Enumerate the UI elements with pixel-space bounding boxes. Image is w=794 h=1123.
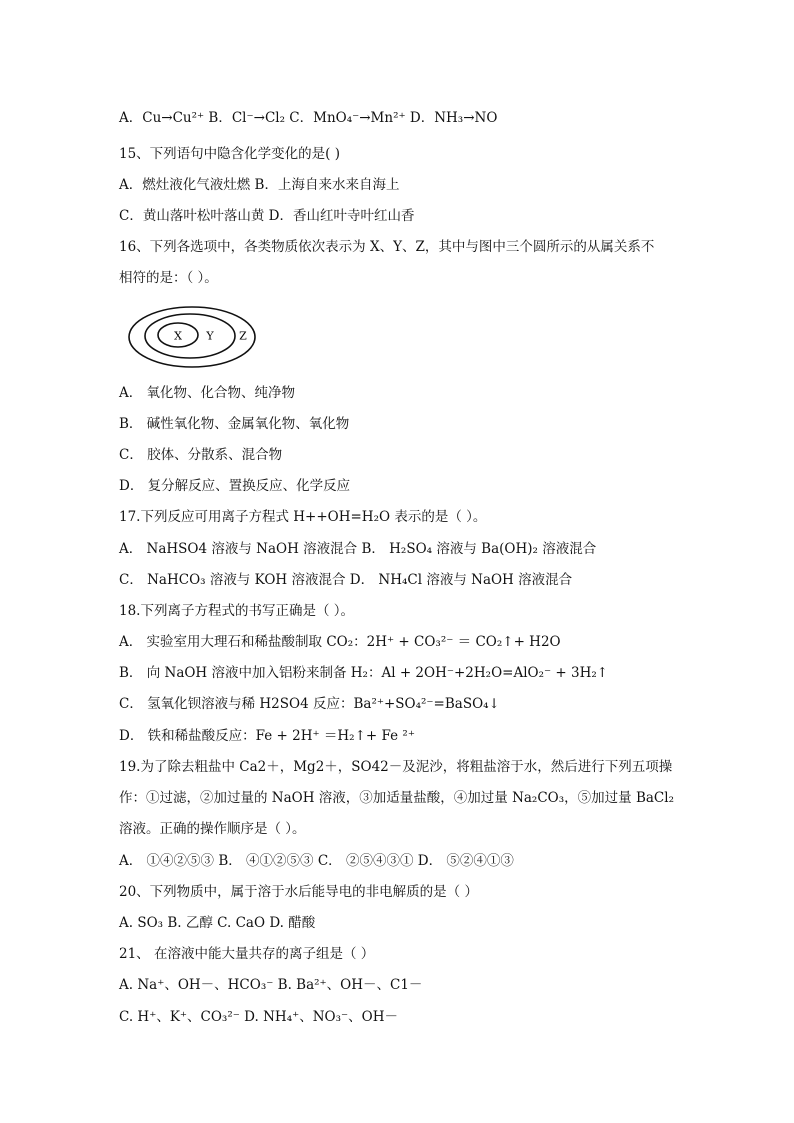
q15-options-ab: A．燃灶液化气液灶燃 B．上海自来水来自海上 (119, 177, 400, 193)
q20-stem: 20、下列物质中，属于溶于水后能导电的非电解质的是（ ） (119, 884, 478, 900)
q14-options: A．Cu→Cu²⁺ B．Cl⁻→Cl₂ C．MnO₄⁻→Mn²⁺ D．NH₃→NO (119, 110, 498, 126)
q16-option-c: C． 胶体、分散系、混合物 (119, 447, 283, 463)
q19-stem-line1: 19.为了除去粗盐中 Ca2＋，Mg2＋，SO42－及泥沙，将粗盐溶于水，然后进行下列五项操 (119, 759, 673, 775)
label-y: Y (206, 329, 214, 343)
label-z: Z (239, 329, 247, 343)
q21-options-cd: C. H⁺、K⁺、CO₃²⁻ D. NH₄⁺、NO₃⁻、OH－ (119, 1009, 398, 1025)
q16-option-b: B． 碱性氧化物、金属氧化物、氧化物 (119, 416, 350, 432)
q21-stem: 21、 在溶液中能大量共存的离子组是（ ） (119, 946, 375, 962)
nested-circles-diagram (126, 303, 266, 373)
q18-option-b: B． 向 NaOH 溶液中加入铝粉来制备 H₂：Al + 2OH⁻+2H₂O=AlO₂⁻ + 3H₂↑ (119, 665, 609, 681)
q19-stem-line3: 溶液。正确的操作顺序是（ ）。 (119, 821, 306, 837)
label-x: X (174, 329, 182, 343)
q15-options-cd: C．黄山落叶松叶落山黄 D．香山红叶寺叶红山香 (119, 208, 415, 224)
q16-option-d: D． 复分解反应、置换反应、化学反应 (119, 478, 351, 494)
q18-option-c: C． 氢氧化钡溶液与稀 H2SO4 反应：Ba²⁺+SO₄²⁻=BaSO₄↓ (119, 696, 500, 712)
q17-options-cd: C． NaHCO₃ 溶液与 KOH 溶液混合 D． NH₄Cl 溶液与 NaOH 溶液混合 (119, 572, 573, 588)
q18-option-d: D． 铁和稀盐酸反应：Fe + 2H⁺ ＝H₂↑+ Fe ²⁺ (119, 728, 415, 744)
q16-option-a: A． 氧化物、化合物、纯净物 (119, 385, 296, 401)
q15-stem: 15、下列语句中隐含化学变化的是( ) (119, 146, 341, 162)
q17-options-ab: A． NaHSO4 溶液与 NaOH 溶液混合 B． H₂SO₄ 溶液与 Ba(OH)₂ 溶液混合 (119, 541, 597, 557)
q21-options-ab: A. Na⁺、OH－、HCO₃⁻ B. Ba²⁺、OH－、C1－ (119, 977, 423, 993)
q16-stem-line1: 16、下列各选项中，各类物质依次表示为 X、Y、Z，其中与图中三个圆所示的从属关系不 (119, 239, 655, 255)
q20-options: A. SO₃ B. 乙醇 C. CaO D. 醋酸 (119, 915, 316, 931)
q19-options: A． ①④②⑤③ B． ④①②⑤③ C． ②⑤④③① D． ⑤②④①③ (119, 853, 514, 869)
q16-stem-line2: 相符的是：（ ）。 (119, 270, 218, 286)
q19-stem-line2: 作：①过滤，②加过量的 NaOH 溶液，③加适量盐酸，④加过量 Na₂CO₃，⑤加过量 BaCl₂ (119, 790, 674, 806)
q18-option-a: A． 实验室用大理石和稀盐酸制取 CO₂：2H⁺ + CO₃²⁻ ＝ CO₂↑+ H2O (119, 634, 561, 650)
q17-stem: 17.下列反应可用离子方程式 H++OH=H₂O 表示的是（ ）。 (119, 509, 487, 525)
q18-stem: 18.下列离子方程式的书写正确是（ ）。 (119, 603, 355, 619)
